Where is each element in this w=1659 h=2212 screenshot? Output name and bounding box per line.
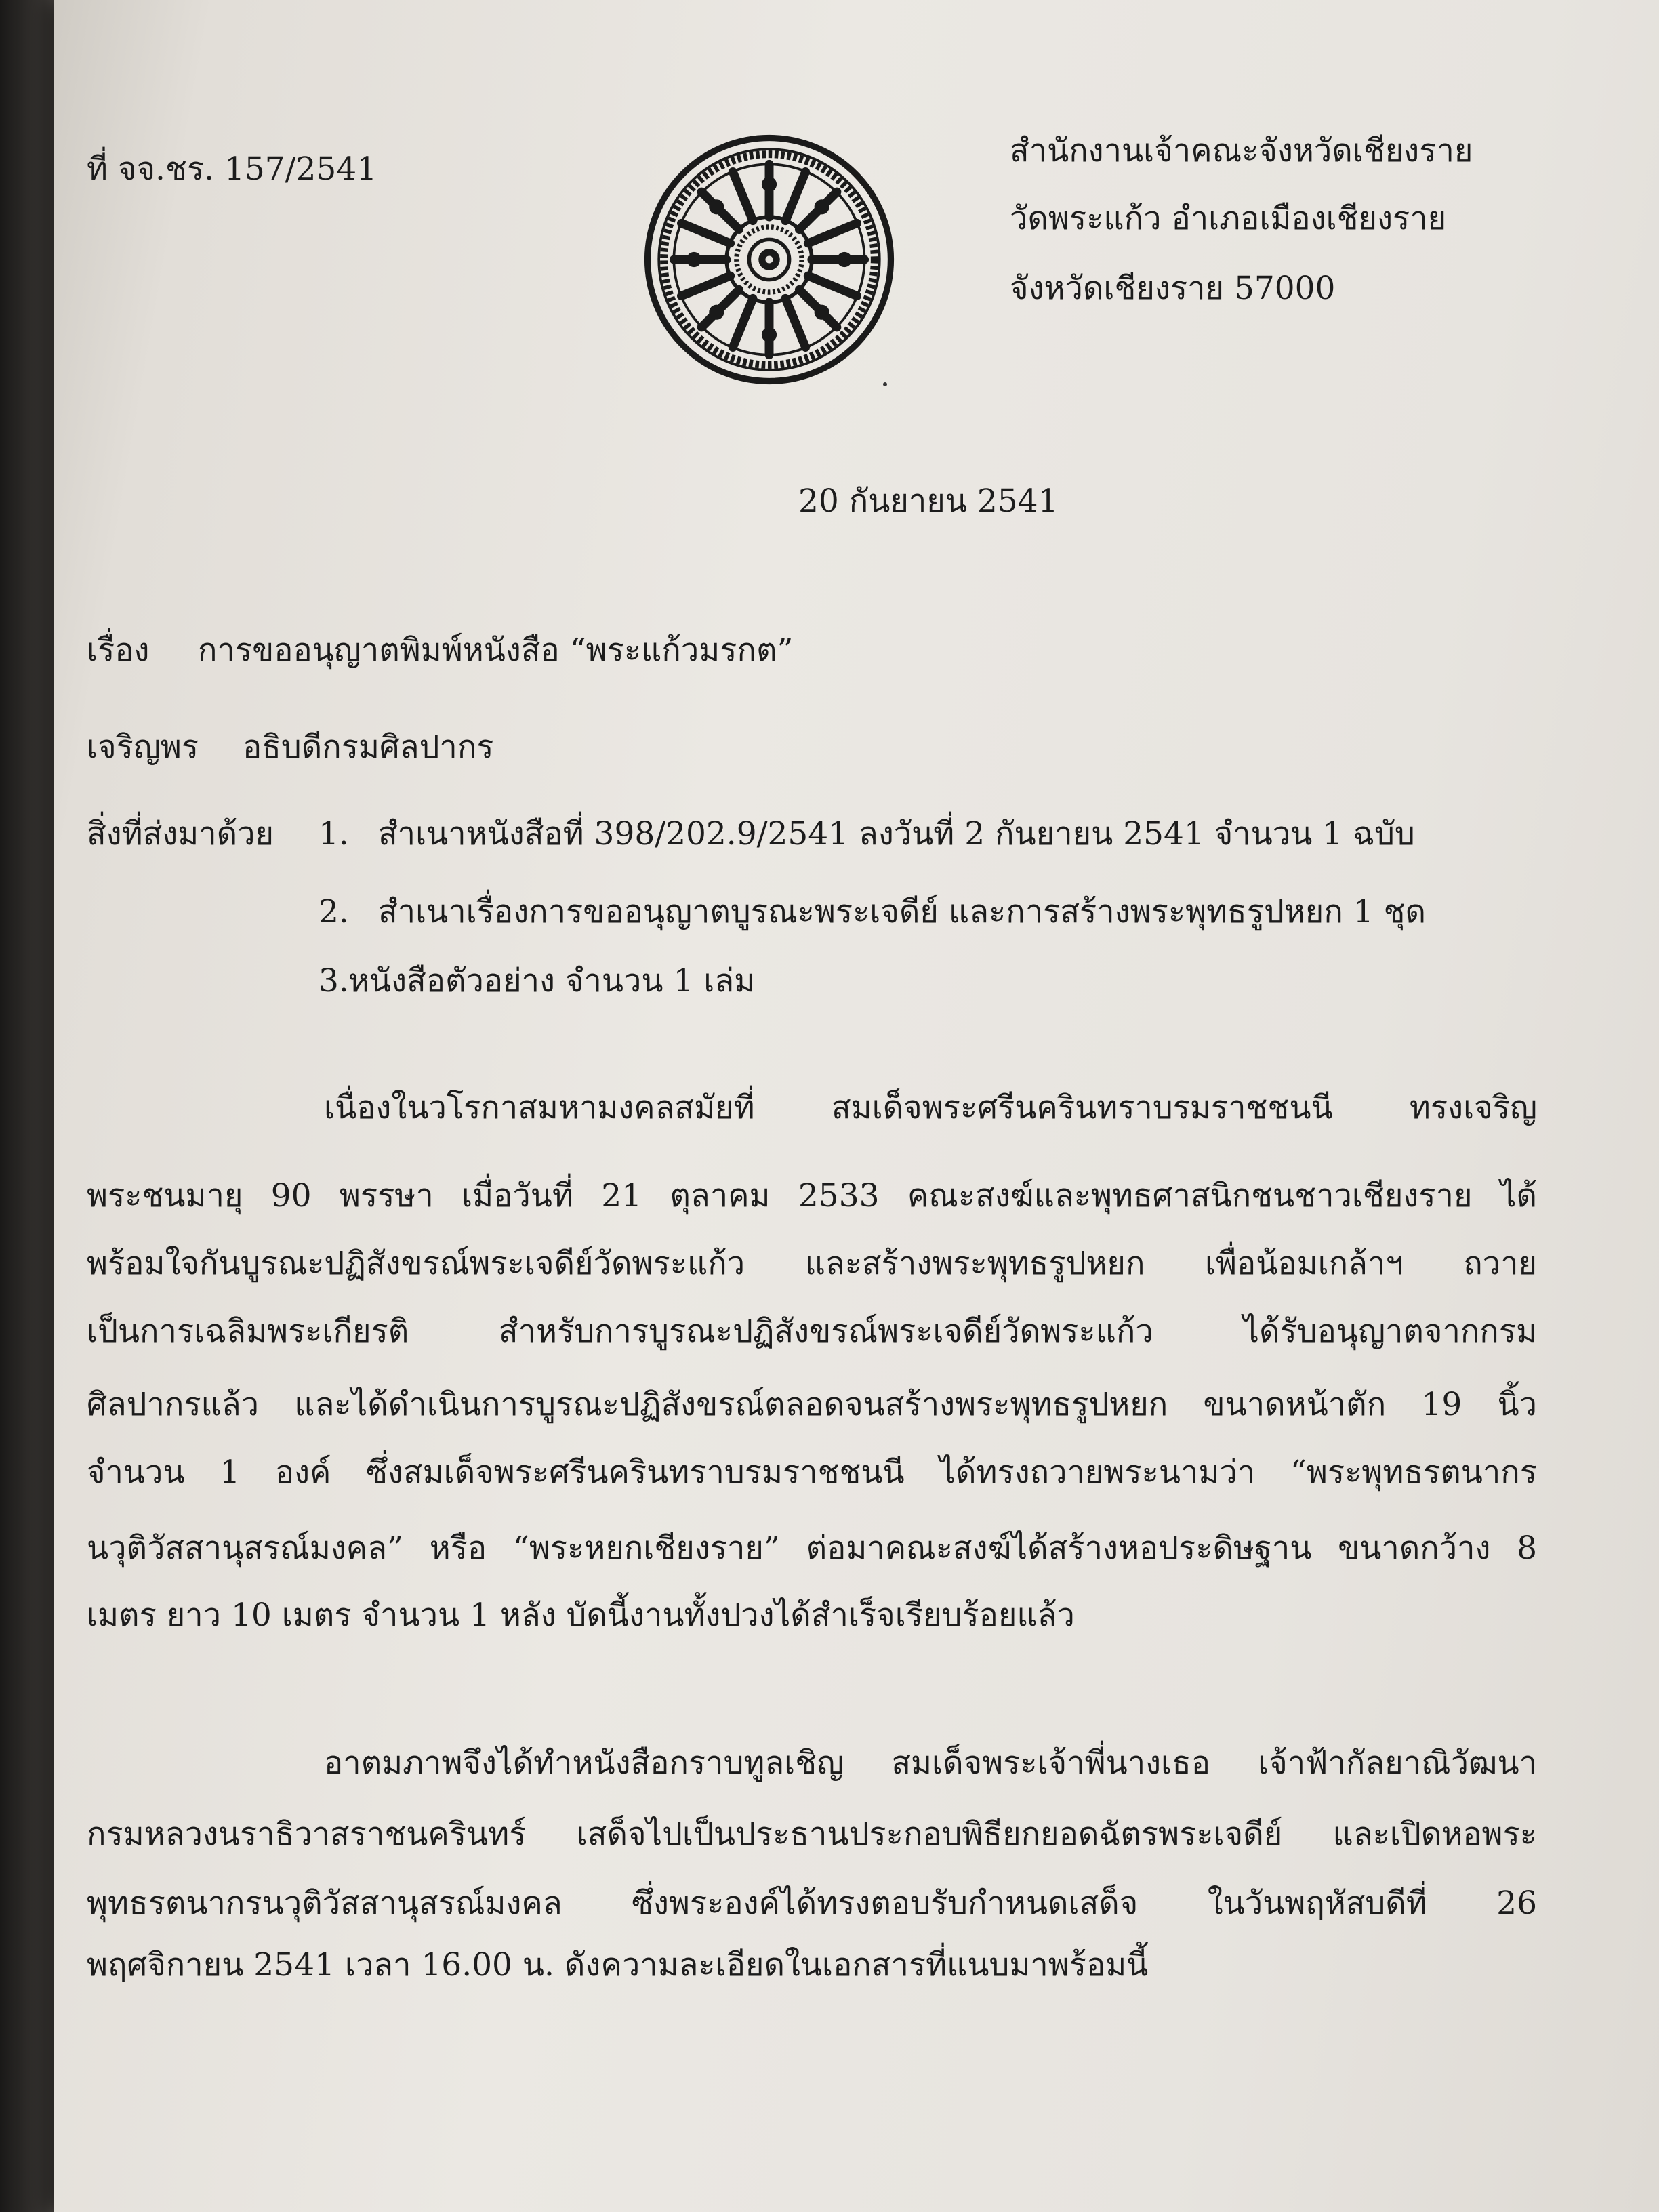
paragraph-line: เมตร ยาว 10 เมตร จำนวน 1 หลัง บัดนี้งานทั้งปวงได้สำเร็จเรียบร้อยแล้ว: [87, 1597, 1075, 1634]
subject-text: การขออนุญาตพิมพ์หนังสือ “พระแก้วมรกต”: [198, 632, 794, 669]
letter-date: 20 กันยายน 2541: [798, 483, 1059, 520]
paragraph-line: พฤศจิกายน 2541 เวลา 16.00 น. ดังความละเอียดในเอกสารที่แนบมาพร้อมนี้: [87, 1946, 1149, 1984]
ink-dot: [883, 382, 887, 386]
enclosure-number: 1.: [319, 815, 349, 853]
enclosure-item: สำเนาหนังสือที่ 398/202.9/2541 ลงวันที่ 2 กันยายน 2541 จำนวน 1 ฉบับ: [378, 815, 1415, 853]
paragraph-line: เป็นการเฉลิมพระเกียรติ สำหรับการบูรณะปฏิสังขรณ์พระเจดีย์วัดพระแก้ว ได้รับอนุญาตจากกรม: [87, 1313, 1537, 1350]
enclosure-number: 3.: [319, 962, 349, 1000]
enclosure-item: สำเนาเรื่องการขออนุญาตบูรณะพระเจดีย์ และการสร้างพระพุทธรูปหยก 1 ชุด: [378, 893, 1426, 930]
dharma-wheel-icon: [644, 134, 895, 385]
paragraph-line: เนื่องในวโรกาสมหามงคลสมัยที่ สมเด็จพระศรีนครินทราบรมราชชนนี ทรงเจริญ: [324, 1089, 1537, 1126]
office-address-line: วัดพระแก้ว อำเภอเมืองเชียงราย: [1010, 200, 1447, 237]
paragraph-line: พระชนมายุ 90 พรรษา เมื่อวันที่ 21 ตุลาคม 2533 คณะสงฆ์และพุทธศาสนิกชนชาวเชียงราย ได้: [87, 1177, 1537, 1214]
paragraph-line: อาตมภาพจึงได้ทำหนังสือกราบทูลเชิญ สมเด็จพระเจ้าพี่นางเธอ เจ้าฟ้ากัลยาณิวัฒนา: [324, 1744, 1537, 1782]
paragraph-line: จำนวน 1 องค์ ซึ่งสมเด็จพระศรีนครินทราบรมราชชนนี ได้ทรงถวายพระนามว่า “พระพุทธรตนากร: [87, 1454, 1537, 1491]
subject-label: เรื่อง: [87, 632, 150, 669]
enclosures-label: สิ่งที่ส่งมาด้วย: [87, 815, 274, 853]
paragraph-line: ศิลปากรแล้ว และได้ดำเนินการบูรณะปฏิสังขรณ์ตลอดจนสร้างพระพุทธรูปหยก ขนาดหน้าตัก 19 นิ้ว: [87, 1386, 1537, 1423]
recipient: อธิบดีกรมศิลปากร: [243, 729, 494, 766]
enclosure-number: 2.: [319, 893, 349, 930]
paragraph-line: พุทธรตนากรนวุติวัสสานุสรณ์มงคล ซึ่งพระองค์ได้ทรงตอบรับกำหนดเสด็จ ในวันพฤหัสบดีที่ 26: [87, 1885, 1537, 1922]
enclosure-item: หนังสือตัวอย่าง จำนวน 1 เล่ม: [348, 962, 756, 1000]
paragraph-line: พร้อมใจกันบูรณะปฏิสังขรณ์พระเจดีย์วัดพระแก้ว และสร้างพระพุทธรูปหยก เพื่อน้อมเกล้าฯ ถวาย: [87, 1245, 1537, 1282]
reference-number: ที่ จจ.ชร. 157/2541: [87, 150, 377, 188]
office-province-line: จังหวัดเชียงราย 57000: [1010, 270, 1336, 307]
salutation-label: เจริญพร: [87, 729, 199, 766]
office-name: สำนักงานเจ้าคณะจังหวัดเชียงราย: [1010, 132, 1473, 169]
paragraph-line: กรมหลวงนราธิวาสราชนครินทร์ เสด็จไปเป็นประธานประกอบพิธียกยอดฉัตรพระเจดีย์ และเปิดหอพระ: [87, 1816, 1537, 1853]
paragraph-line: นวุติวัสสานุสรณ์มงคล” หรือ “พระหยกเชียงราย” ต่อมาคณะสงฆ์ได้สร้างหอประดิษฐาน ขนาดกว้าง 8: [87, 1530, 1537, 1567]
